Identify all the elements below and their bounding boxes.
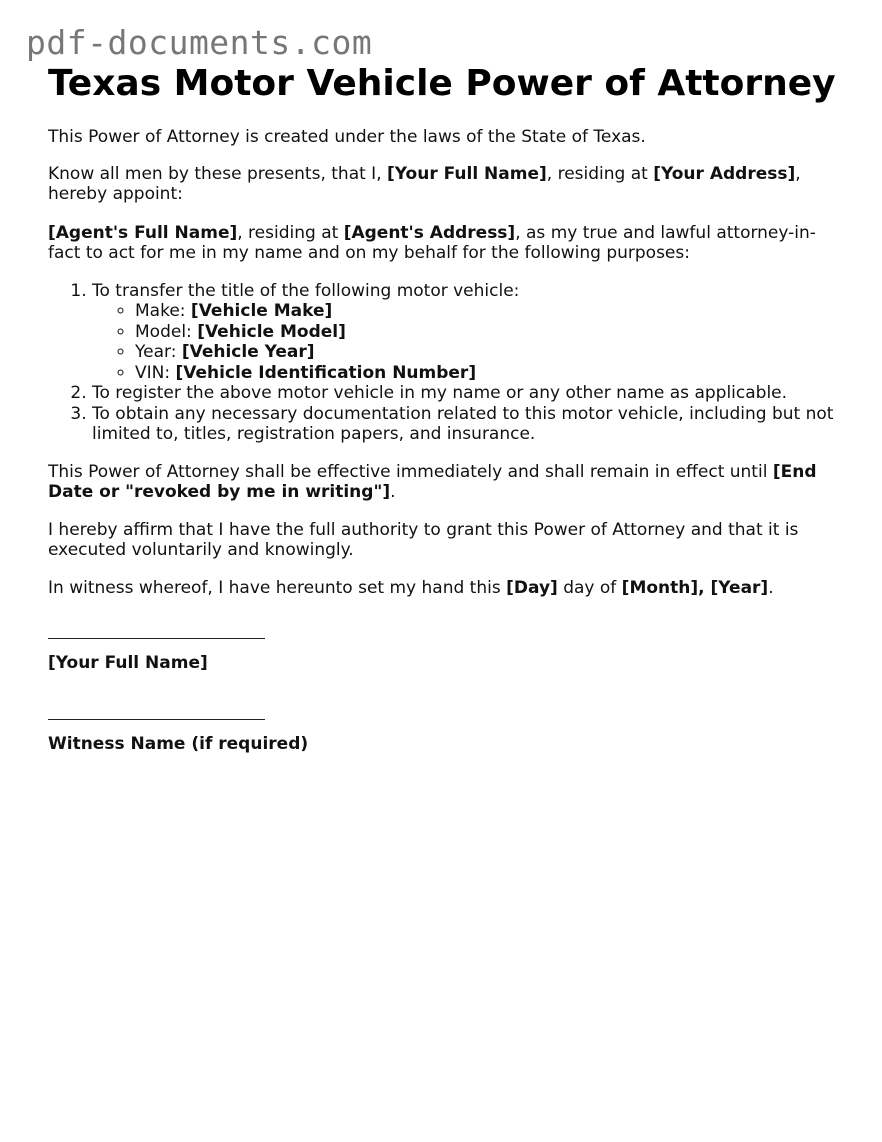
agent-text-post: , as my true and lawful attorney-in-fact to act for me in my name and on my behalf for the following purposes: <box>48 222 816 263</box>
appointment-text-post: , hereby appoint: <box>48 163 801 204</box>
witness-text-mid: day of <box>557 577 622 598</box>
purposes-list <box>48 281 838 445</box>
vehicle-vin-field: [Vehicle Identification Number] <box>175 362 477 383</box>
principal-address-field: [Your Address] <box>653 163 796 184</box>
vehicle-year-label: Year: <box>135 342 182 362</box>
purpose-transfer-text: To transfer the title of the following motor vehicle: <box>92 280 520 301</box>
vehicle-model-field: [Vehicle Model] <box>197 321 346 342</box>
vehicle-details-list <box>92 301 838 383</box>
vehicle-year-item <box>135 342 838 363</box>
intro-paragraph: This Power of Attorney is created under the laws of the State of Texas. <box>48 127 646 147</box>
principal-name-field: [Your Full Name] <box>387 163 547 184</box>
affirmation-paragraph: I hereby affirm that I have the full authority to grant this Power of Attorney and that it is executed voluntarily and knowingly. <box>48 519 799 560</box>
vehicle-vin-label: VIN: <box>135 362 176 383</box>
effective-paragraph <box>48 462 838 503</box>
appointment-paragraph <box>48 164 838 205</box>
agent-text-mid: , residing at <box>237 222 344 243</box>
witness-signature-label: Witness Name (if required) <box>48 733 309 754</box>
vehicle-make-label: Make: <box>135 301 191 321</box>
effective-text-post: . <box>390 482 396 502</box>
witness-paragraph <box>48 578 838 599</box>
witness-signature-line <box>48 708 265 720</box>
witness-text-pre: In witness whereof, I have hereunto set my hand this <box>48 577 507 598</box>
day-field: [Day] <box>506 577 558 598</box>
appointment-text-mid: , residing at <box>546 163 654 184</box>
vehicle-vin-item <box>135 363 838 384</box>
watermark: pdf-documents.com <box>26 23 373 62</box>
purpose-item-transfer <box>92 281 838 384</box>
purpose-item-documentation: 3. To obtain any necessary documentation related to this motor vehicle, including but not limited to, titles, registration papers, and insurance. <box>92 404 838 445</box>
vehicle-year-field: [Vehicle Year] <box>181 342 315 362</box>
purpose-item-register: 2. To register the above motor vehicle in my name or any other name as applicable. <box>92 383 838 404</box>
agent-address-field: [Agent's Address] <box>343 222 516 243</box>
agent-name-field: [Agent's Full Name] <box>48 222 238 243</box>
vehicle-make-item <box>135 301 838 322</box>
principal-signature-line <box>48 627 265 639</box>
vehicle-make-field: [Vehicle Make] <box>190 301 333 321</box>
vehicle-model-item <box>135 322 838 343</box>
month-year-field: [Month], [Year] <box>621 577 769 598</box>
document-page <box>48 60 838 754</box>
document-title: Texas Motor Vehicle Power of Attorney <box>48 63 836 104</box>
witness-text-post: . <box>768 577 774 598</box>
principal-signature-label: [Your Full Name] <box>48 653 208 673</box>
end-date-field: [End Date or "revoked by me in writing"] <box>48 461 817 502</box>
agent-paragraph <box>48 223 838 264</box>
appointment-text-pre: Know all men by these presents, that I, <box>48 163 388 184</box>
effective-text-pre: This Power of Attorney shall be effective immediately and shall remain in effect until <box>48 461 773 482</box>
vehicle-model-label: Model: <box>135 321 198 342</box>
